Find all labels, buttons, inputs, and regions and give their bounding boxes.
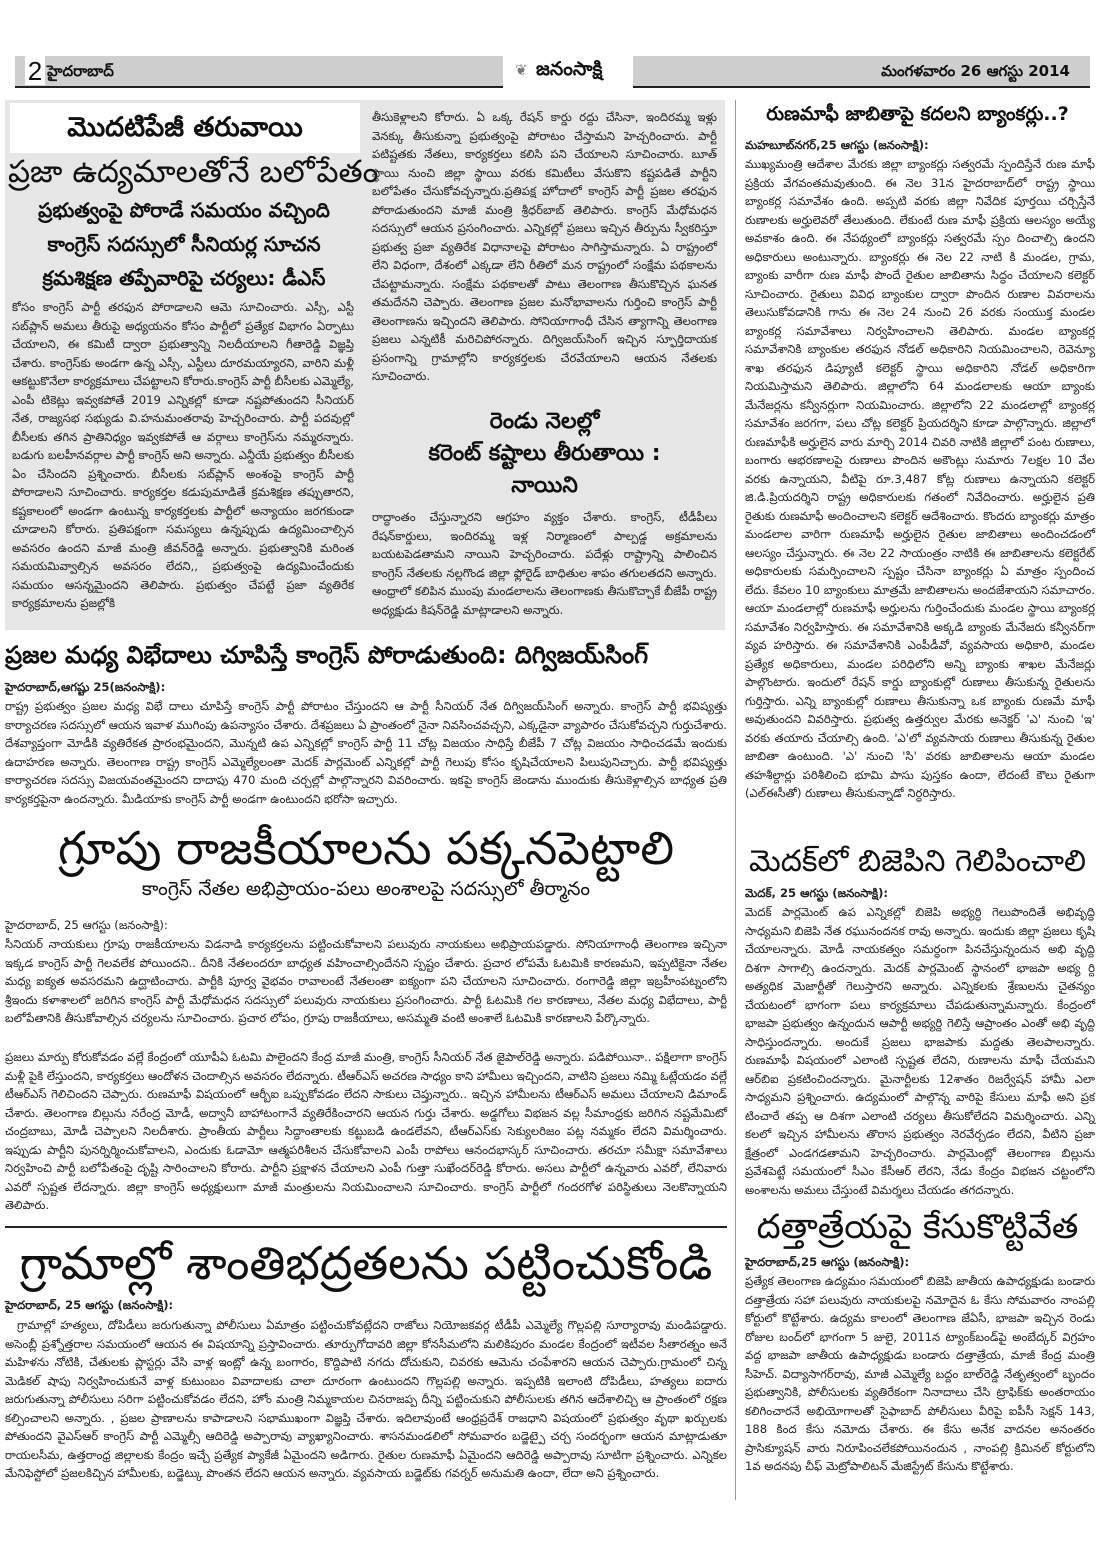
loan-waiver-dateline: మహబూబ్‌నగర్,25 ఆగస్టు (జనంసాక్షి): bbox=[745, 138, 929, 152]
naini-headline-line2: కరెంట్ కష్టాలు తీరుతాయి : bbox=[428, 441, 661, 466]
villages-body: గ్రామాల్లో హత్యలు, దోపిడీలు జరుగుతున్నా పోలీసులు ఏమాత్రం పట్టించుకోవట్లేదని రాజోలు నియోజకవర్గ టీడీపీ ఎమ్మెల్యే గొల్లపల్లి సూర్యారావు మండిపడ్డారు. అసెంబ్లీ ప్రశ్నోత్తరాల సమయంలో ఆయన ఈ విషయాన్ని ప్రస్తావించారు. తూర్పుగోదావరి జిల్లా కోనసీమలోని మలికిపురం మండల కేంద్రంలో ఇటీవల సీతారత్నం అనే మహిళను నోటికి, చేతులకు ప్లాస్టర్లు వేసి వాళ్ల ఇంట్లో ఉన్న బంగారం, కొద్దిపాటి నగదు దోచుకుని, చివరకు ఆమెను చంపేశారని ఆయన చెప్పారు.గ్రామంలో చిన్న మెడికల్ షాపు నిర్వహించుకునే వాళ్ల కుటుంబం వివాదాలకు చాలా దూరంగా ఉంటుందని గొల్లపల్లి అన్నారు. ఇప్పటికి ఇలాంటి దోపిడీలు, హత్యలు ఐదారు జరుగుతున్నా పోలీసులు సరిగా పట్టించుకోవడం లేదని, హోం మంత్రి నిమ్మకాయల చినరాజప్ప దీన్ని పట్టించుకుని పోలీసులకు తగిన ఆదేశాలిచ్చి ఆ ప్రాంతంలో రక్షణ కల్పించాలని అన్నారు. , ప్రజల ప్రాణాలను కాపాడాలని సభాముఖంగా విజ్ఞప్తి చేశారు. ఇదిలావుంటే ఆంధ్రప్రదేశ్ రాజధాని విషయంలో ప్రభుత్వం వృథా ఖర్చులకు పోతుందని వైఎస్ఆర్ కాంగ్రెస్ పార్టీ ఎమ్మెల్సీ ఆదిరెడ్డి అప్పారావు వ్యాఖ్యానించారు. శాసనమండలిలో సోమవారం బడ్జెట్పై చర్చ సందర్భంగా ఆయన మాట్లాడుతూ రాయలసీమ, ఉత్తరాంధ్ర జిల్లాలకు కేంద్రం ఇచ్చే ప్రత్యేక ప్యాకేజీ ఏమైందని అడిగారు. రైతుల రుణమాఫీ ఏమైందని ఆదిరెడ్డి అప్పారావు సూటిగా ప్రశ్నించారు. ఎన్నికల మేనిఫెస్టోలో ప్రజలకిచ్చిన హామీలకు, బడ్జెట్కు పొంతన లేదని ఆయన అన్నారు. వ్యవసాయ బడ్జెట్‌కు గవర్నర్ అనుమతి ఉందా, లేదా అని ప్రశ్నించారు. bbox=[5, 1318, 727, 1480]
lead-subhead-2: కాంగ్రెస్ సదస్సులో సీనియర్ల సూచన bbox=[47, 232, 321, 256]
digvijay-body: రాష్ట్ర ప్రభుత్వం ప్రజల మధ్య విభే దాలు చూపిస్తే కాంగ్రెస్ పార్టీ పోరాటం చేస్తుందని ఆ పార్టీ సీనియర్ నేత దిగ్విజయ్‌సింగ్ అన్నారు. కాంగ్రెస్ పార్టీ భవిష్యత్తు కార్యాచరణ సదస్సులో ఆయన ఇవాళ ముగింపు ఉపన్యాసం చేశారు. దేశప్రజలు ఏ ప్రాంతంలో నైనా నివసించవచ్చని, ఎక్కడైనా వ్యాపారం చేసుకోవచ్చని గుర్తుచేశారు. దేశవ్యాప్తంగా మోడీకి వ్యతిరేకత ప్రారంభమైందని, మొన్నటి ఉప ఎన్నికల్లో కాంగ్రెస్ పార్టీ 11 చోట్ల విజయం సాధిస్తే బీజేపీ 7 చోట్ల విజయం సాధించడమే ఇందుకు ఉదాహరణ అన్నారు. తెలంగాణ రాష్ట్ర కాంగ్రెస్ ఎమ్మెల్యేలంతా మెదక్ పార్లమెంట్ ఎన్నికల్లో పార్టీ గెలుపు కోసం కృషిచేయాలని పిలుపునిచ్చారు. పార్టీ భవిష్యత్తు కార్యాచరణ సదస్సు విజయవంతమైందని దాదాపు 470 మంది చర్చల్లో పాల్గొన్నారని వివరించారు. ఇకపై కాంగ్రెస్ జెండాను ముందుకు తీసుకెళ్లాల్సిన బాధ్యత ప్రతి కార్యకర్తపైనా ఉందన్నారు. మీడియాకు కాంగ్రెస్ పార్టీ అండగా ఉంటుందని భరోసా ఇచ్చారు. bbox=[5, 699, 727, 806]
dattatreya-dateline: హైదరాబాద్,25 ఆగస్టు (జనంసాక్షి): bbox=[745, 1255, 910, 1269]
group-politics-para-2: ప్రజలు మార్పు కోరుకోవడం వల్లే కేంద్రంలో యూపీఏ ఓటమి పాలైందని కేంద్ర మాజీ మంత్రి, కాంగ్రెస్ సీనియర్ నేత జైపాల్‌రెడ్డి అన్నారు. పడిపోయినా.. పక్షిలాగా కాంగ్రెస్ మళ్లీ పైకి లేస్తుందని, కార్యకర్తలు ఆందోళన చెందాల్సిన అవసరం లేదన్నారు. టీఆర్ఎస్ అచరణ సాధ్యం కాని హామీలు ఇచ్చిందని, వాటిని ప్రజలు నమ్మి ఓట్లేయడం వల్లే టీఆర్ఎస్ గెలిచిందని చెప్పారు. రుణమాఫీ విషయంలో ఆర్బీఐ ఒప్పుకోవడం లేదని సాకులు చెప్తున్నారు.. ఇచ్చిన హామీలను టీఆర్ఎస్ అమలు చేయాలని డిమాండ్ చేశారు. తెలంగాణ బిల్లును నరేంద్ర మోడీ, అద్వానీ బాహాటంగానే వ్యతిరేకించారని ఆయన గుర్తు చేశారు. అడ్డగోలు విభజన వల్ల సీమాంధ్రకు జరిగిన నష్టమేమిటో చంద్రబాబు, మోడీ చెప్పాలని నిలదీశారు. ప్రాంతీయ పార్టీలు సిద్ధాంతాలకు కట్టుబడి ఉండలేవని, టీఆర్ఎస్‌కు సెక్యులరిజం పట్ల నమ్మకం లేదని విమర్శించారు. ఇప్పుడు పార్టీని పునర్నిర్మించుకోవాలని, ఎందుకు ఓడామో ఆత్మపరిశీలన చేసుకోవాలని ఎంపీ రాపోలు ఆనందభాస్కర్ సూచించారు. తరచూ సమీక్షా సమావేశాలు నిర్వహించి పార్టీ బలోపేతంపై దృష్టి సారించాలని కోరారు. పార్టీని ప్రక్షాళన చేయాలని ఎంపీ గుత్తా సుఖేందర్‌రెడ్డి కోరారు. అసలు పార్టీలో ఉన్నవారు ఎవరో, లేనివారు ఎవరో స్పష్టత లేదన్నారు. జిల్లా కాంగ్రెస్ అధ్యక్షులుగా మాజీ మంత్రులను నియమించాలని సూచించారు. కాంగ్రెస్ పార్టీలో గందరగోళ పరిస్థితులు నెలకొన్నాయని తెలిపారు. bbox=[5, 1050, 727, 1212]
lead-body-col1: కోసం కాంగ్రెస్ పార్టీ తరఫున పోరాడాలని ఆమె సూచించారు. ఎస్సీ, ఎస్టీ సబ్‌ప్లాన్ అమలు తీరుపై అధ్యయనం కోసం పార్టీలో ప్రత్యేక విభాగం ఏర్పాటు చేయాలని, ఈ కమిటీ ద్వారా ప్రభుత్వాన్ని నిలదీయాలని గీతారెడ్డి విజ్ఞప్తి చేశారు. కాంగ్రెస్‌కు అండగా ఉన్న ఎస్సీ, ఎస్టీలు దూరమయ్యారని, వారిని మళ్లీ ఆకట్టుకొనేలా కార్యక్రమాలు చేపట్టాలని కోరారు.కాంగ్రెస్ పార్టీ బీసీలకు ఎమ్మెల్యే, ఎంపీ టికెట్లు ఇవ్వకపోతే 2019 ఎన్నికల్లో కూడా నష్టపోతుందని సీనియర్ నేత, రాజ్యసభ సభ్యుడు వి.హనుమంతరావు హెచ్చరించారు. పార్టీ పదవుల్లో బీసీలకు తగిన ప్రాతినిధ్యం ఇవ్వకపోతే ఆ వర్గాలు కాంగ్రెస్‌ను నమ్మరన్నారు. బడుగు బలహీనవర్గాల పార్టీ కాంగ్రెస్ అని అన్నారు. ఎన్డీయే ప్రభుత్వం బీసీలకు ఏం చేసిందని ప్రశ్నించారు. బీసీలకు సబ్‌ప్లాన్ అంశంపై కాంగ్రెస్ పార్టీ పోరాడాలని సూచించారు. కార్యకర్తల కడుపుమాడితే క్రమశిక్షణ తప్పుతారని, కష్టకాలంలో అండగా ఉంటున్న కార్యకర్తలకు పార్టీలో అన్యాయం జరగకుండా చూడాలని కోరారు. ప్రతిపక్షంగా సమస్యలు ఉన్నప్పుడు ఉద్యమించాల్సిన అవసరం ఉందని మాజీ మంత్రి జీవన్‌రెడ్డి అన్నారు. ప్రభుత్వానికి మరింత సమయమివ్వాల్సిన అవసరం లేదని,, ప్రభుత్వంపై ఉద్యమించేందుకు సమయం ఆసన్నమైందని తెలిపారు. ప్రభుత్వం చేపట్టే ప్రజా వ్యతిరేక కార్యక్రమాలను ప్రజల్లోకి bbox=[12, 300, 354, 610]
naini-body: రాద్ధాంతం చేస్తున్నారని ఆగ్రహం వ్యక్తం చేశారు. కాంగ్రెస్, టీడీపీలు రేషన్‌కార్డులు, ఇందిరమ్మ ఇళ్ల నిర్మాణంలో పాల్పడ్డ అక్రమాలను బయటపెడతామని నాయిని హెచ్చరించారు. పదేళ్లు రాష్ట్రాన్ని పాలించిన కాంగ్రెస్ నేతలకు నల్లగొండ జిల్లా ఫ్లోరైడ్ బాధితుల శాపం తగులతదని అన్నారు. ఆంధ్రాలో కలిపిన ముంపు మండలాలను తెలంగాణకు తీసుకొచ్చాకే బీజేపీ రాష్ట్ర అధ్యక్షుడు కిషన్‌రెడ్డి మాట్లాడాలని అన్నారు. bbox=[372, 510, 717, 617]
medak-dateline: మెదక్, 25 ఆగస్టు (జనంసాక్షి): bbox=[745, 886, 889, 900]
newspaper-logo bbox=[515, 58, 602, 85]
dattatreya-body: ప్రత్యేక తెలంగాణ ఉద్యమం సమయంలో బిజెపి జాతీయ ఉపాధ్యక్షుడు బండారు దత్తాత్రేయ సహా పలువురు నాయకులపై నమోదైన ఓ కేసు సోమవారం నాంపల్లి కోర్టులో కొట్టేశారు. ఉద్యమ కాలంలో తెలంగాణ జేఏసీ, భాజపా ఇచ్చిన రెండు రోజుల బంద్‌లో భాగంగా 5 జులై, 2011న ట్యాంక్‌బండ్‌పై అంబేద్కర్ విగ్రహం వద్ద భాజపా జాతీయ ఉపాధ్యక్షుడు బండారు దత్తాత్రేయ, మాజీ కేంద్ర మంత్రి సీహెచ్. విద్యాసాగర్‌రావు, మాజీ ఎమ్మెల్యే బద్దం బాల్‌రెడ్డి నేతృత్వంలో బృందం ప్రభుత్వానికి, పోలీసులకు వ్యతిరేకంగా నినాదాలు చేసి ట్రాఫిక్‌కు అంతరాయం కలిగించారనే అభియోగాలతో సైఫాబాద్ పోలీసులు వీరిపై ఐపీసీ సెక్షన్ 143, 188 కింద కేసు నమోదు చేశారు. ఈ కేసు అనేక వాదనల అనంతరం ప్రాసిక్యూషన్ వారు నిరూపించలేకపోయినందున , నాంపల్లి క్రిమినల్ కోర్టులోని 1వ అదనపు చీఫ్ మెట్రోపాలిటన్ మేజిస్ట్రేట్ కేసును కొట్టేశారు. bbox=[745, 1274, 1095, 1473]
villages-dateline: హైదరాబాద్, 25 ఆగస్టు (జనంసాక్షి): bbox=[5, 1298, 174, 1312]
lead-body-col2: తీసుకెళ్లాలని కోరారు. ఏ ఒక్క రేషన్ కార్డు రద్దు చేసినా, ఇందిరమ్మ ఇళ్లు వెనక్కు తీసుకున్నా ప్రభుత్వంపై పోరాటం చేస్తామని హెచ్చరించారు. పార్టీ పటిష్టతకు నేతలు, కార్యకర్తలు కలిసి పని చేయాలని సూచించారు. బూత్ స్థాయి నుంచి జిల్లా స్థాయి వరకు కమిటీలు వేసుకొని కష్టపడితే పార్టీని బలోపేతం చేసుకోవచ్చన్నారు.ప్రతిపక్ష హోదాలో కాంగ్రెస్ పార్టీ ప్రజల తరఫున పోరాడుతుందని మాజీ మంత్రి శ్రీధర్‌బాబ్ తెలిపారు. కాంగ్రెస్ మేధోమధన సదస్సులో ఆయన ప్రసంగించారు. ఎన్నికల్లో ప్రజలు ఇచ్చిన తీర్పును స్వీకరిస్తూ ప్రభుత్వ ప్రజా వ్యతిరేక విధానాలపై పోరాటం సాగిస్తామన్నారు. ఏ రాష్ట్రంలో లేని విధంగా, దేశంలో ఎక్కడా లేని రీతిలో మన రాష్ట్రంలో సంక్షేమ పథకాలను చేపట్టామన్నారు. సంక్షేమ పథకాలతో పాటు తెలంగాణ తీసుకొచ్చిన ఘనత తమదేనని చెప్పారు. తెలంగాణ ప్రజల మనోభావాలను గుర్తించి కాంగ్రెస్ పార్టీ తెలంగాణను ఇచ్చిందని తెలిపారు. సోనియాగాంధీ చేసిన త్యాగాన్ని తెలంగాణ ప్రజలు ఎన్నటికీ మరిచిపోరన్నారు. దిగ్విజయ్‌సింగ్ ఇచ్చిన స్ఫూర్తిదాయక ప్రసంగాన్ని గ్రామాల్లోని కార్యకర్తలకు చేరవేయాలని ఆయన నేతలకు సూచించారు. bbox=[372, 110, 717, 383]
naini-headline-line1: రెండు నెలల్లో bbox=[489, 409, 600, 434]
masthead bbox=[15, 56, 1090, 88]
group-politics-dateline: హైదరాబాద్, 25 ఆగస్టు (జనంసాక్షి): bbox=[5, 918, 168, 932]
lead-subhead-3: క్రమశిక్షణ తప్పేవారిపై చర్యలు: డీఎస్ bbox=[42, 266, 326, 290]
group-politics-subhead: కాంగ్రెస్ నేతల అభిప్రాయం-పలు అంశాలపై సదస్సులో తీర్మానం bbox=[141, 878, 591, 900]
issue-date: మంగళవారం 26 ఆగస్టు 2014 bbox=[881, 62, 1070, 80]
logo-emblem-icon: ❦ bbox=[515, 61, 528, 79]
lead-subhead-1: ప్రభుత్వంపై పోరాడే సమయం వచ్చింది bbox=[38, 198, 330, 222]
continuation-kicker: మొదటిపేజీ తరువాయి bbox=[10, 103, 360, 153]
digvijay-dateline: హైదరాబాద్,ఆగష్టు 25(జనంసాక్షి): bbox=[5, 680, 166, 694]
naini-headline-line3: నాయిని bbox=[511, 473, 578, 498]
lead-headline: ప్రజా ఉద్యమాలతోనే బలోపేతం bbox=[8, 154, 379, 190]
section-divider bbox=[5, 1226, 727, 1228]
medak-headline: మెదక్‌లో బిజెపిని గెలిపించాలి bbox=[748, 844, 1087, 879]
column-divider bbox=[735, 100, 736, 1500]
loan-waiver-headline: రుణమాఫీ జాబితాపై కదలని బ్యాంకర్లు..? bbox=[766, 103, 1069, 125]
masthead-right-bar bbox=[633, 56, 1090, 88]
group-politics-headline: గ్రూపు రాజకీయాలను పక్కనపెట్టాలి bbox=[57, 821, 675, 875]
loan-waiver-body: ముఖ్యమంత్రి ఆదేశాల మేరకు జిల్లా బ్యాంకర్లు సత్వరమే స్పందిస్తేనే రుణ మాఫీ ప్రక్రియ వేగవంతమవుతుంది. ఈ నెల 31న హైదరాబాద్‌లో రాష్ట్ర స్థాయి బ్యాంకర్ల సమావేశం ఉంది. అప్పటి వరకు జిల్లా నివేదిక పూర్తయి చర్చిస్తేనే రుణాలకు అర్హులెవరో తేలుతుంది. లేకుంటే రుణ మాఫీ ప్రక్రియ ఆలస్యం అయ్యే అవకాశం ఉంది. ఈ నేపథ్యంలో బ్యాంకర్లు సత్వరమే స్పం దించాల్సి ఉందని అధికారులు అంటున్నారు. బ్యాంకర్లు ఈ నెల 22 నాటి కి మండల, గ్రామ, బ్యాంకు వారీగా రుణ మాఫీ పొందే రైతుల జాబితాను సిద్ధం చేయాలని కలెక్టర్ సూచించారు. రైతులు వివిధ బ్యాంకుల ద్వారా పొందిన రుణాల వివరాలను తెలుసుకోవడానికి గాను ఈ నెల 24 నుంచి 26 వరకు సంయుక్త మండల బ్యాంకర్ల సమావేశాలు నిర్వహించాలని తెలిపారు. మండల బ్యాంకర్ల సమావేశానికి బ్యాంకుల తరఫున నోడల్ అధికారిని నియమించాలని, రెవెన్యూ శాఖ తరఫున డిప్యూటీ కలెక్టర్ స్థాయి అధికారిని నోడల్ అధికారిగా నియమిస్తామని తెలిపారు. జిల్లాలోని 64 మండలాలకు ఆయా బ్యాంకు మేనేజర్లను కన్వీనర్లుగా నియమించారు. జిల్లాలోని 22 మండలాల్లో బ్యాంకర్ల సమావేశం జరగగా, పలు చోట్ల కలెక్టర్ ప్రియదర్శిని కూడా పాల్గొన్నారు. జిల్లాలో రుణమాఫీకి అర్హులైన వారు మార్చి 2014 చివరి నాటికి జిల్లాలో పంట రుణాలు, బంగారు ఆభరణాలపై రుణాలు పొందిన అకౌంట్లు సుమారు 7లక్షల 10 వేల వరకు ఉన్నాయని, వీటిపై రూ.3,487 కోట్ల రుణాలు ఉన్నాయని కలెక్టర్ జి.డి.ప్రియదర్శిని రాష్ట్ర అధికారులకు గతంలో నివేదించారు. అర్హులైన ప్రతి రైతుకు రుణమాఫీ అందించాలని కలెక్టర్ ఆదేశించారు. కొందరు బ్యాంకర్లు మాత్రం మండలాల వారిగా రుణమాఫీ అర్హులైన రైతుల జాబితాలు అందించడంలో ఆలస్యం చేస్తున్నారు. ఈ నెల 22 సాయంత్రం నాటికి ఈ జాబితాలను కలెక్టరేట్ అధికారులకు సమర్పించాలని స్పష్టం చేసినా బ్యాంకర్లు ఏ మాత్రం స్పందించ లేదు. కేవలం 10 బ్యాంకులు మాత్రమే జాబితాలను అందజేశాయని సమాచారం. ఆయా మండలాల్లో రుణమాఫీ అర్హులను గుర్తించేందుకు మండల స్థాయి బ్యాంకర్ల సమావేశం నిర్వహిస్తారు. ఈ సమావేశానికి అక్కడి బ్యాంకు మేనేజరు కన్వీనర్‌గా వ్యవ హరిస్తారు. ఈ సమావేశానికి ఎంపీడీవో, వ్యవసాయ అధికారి, మండల ప్రత్యేక అధికారులు, మండల పరిధిలోని అన్ని బ్యాంకు శాఖల మేనేజర్లు పాల్గొంటారు. ఇందులో రేషన్ కార్డు బ్యాంకుల్లో రుణాలు తీసుకున్న రైతులను గుర్తిస్తారు. ఎన్ని బ్యాంకుల్లో రుణాలు తీసుకున్నా ఒక బ్యాంకు రుణమే మాఫీ అవుతుందని వివరిస్తారు. ప్రభుత్వ ఉత్తర్వుల మేరకు అనెక్జర్ 'ఎ' నుంచి 'ఇ' వరకు తయారు చేయాల్సి ఉంది. 'ఎ'లో వ్యవసాయ రుణాలు తీసుకున్న రైతుల జాబితా ఉంటుంది. 'ఎ' నుంచి 'సి' వరకు జాబితాలను ఆయా మండల తహశీల్దార్లు పరిశీలించి భూమి పాసు పుస్తకం ఉందా, లేదంటే కౌలు రైతుగా (ఎల్‌ఈసీతో) రుణాలు తీసుకున్నాడో నిర్ధరిస్తారు. bbox=[745, 157, 1095, 800]
logo-text: జనంసాక్షి bbox=[536, 58, 603, 80]
dattatreya-headline: దత్తాత్రేయపై కేసుకొట్టివేత bbox=[756, 1207, 1079, 1247]
medak-body: మెదక్ పార్లమెంట్ ఉప ఎన్నికల్లో బిజెపి అభ్యర్ధి గెలుపొందితే అభివృద్ధి సాధ్యమని బిజెపి నేత రఘునందనక రావు అన్నారు. ఇందుకు జిల్లా ప్రజలు కృషి చేయాలన్నారు. మోడీ నాయకత్వం సమర్ధంగా పినచేస్తున్నందున అభి వృద్ది దిశగా సాగాల్సి ఉందన్నారు. మెదక్ పార్లమెంట్ స్థానంలో భాజపా అభ్య ర్ది అత్యధిక మెజార్టీతో గెలుస్తారని అన్నారు. ఎన్నికలకు శ్రేణులను చైతన్యం చేయటంలో భాగంగా పలు కార్యక్రమాలు చేపడుతున్నామన్నారు. కేంద్రంలో భాజపా ప్రభుత్వం ఉన్నందున ఆపార్టీ అభ్యర్ది గెలిస్తే ఆప్రాంతం ఎంతో అభి వృద్ది సాధిస్తుందన్నారు. అందుకే ప్రజలు భాజపాకు మద్దతు తెలపాలన్నారు. రుణమాఫీ విషయంలో ఎలాంటి స్పష్టత లేదని, రుణాలను మాఫీ చేయమని ఆర్‌బిఐ ప్రకటించిందన్నారు. మైనార్టీలకు 12శాతం రిజర్వేషన్ హామీ ఎలా సాధ్యమని ప్రశ్నించారు. ఉద్యమంలో పాల్గొన్న వారిపై కేసులు మాఫీ అని ప్రక టించారే తప్ప ఆ దిశగా ఎలాంటి చర్యలు తీసుకోలేదని విమర్శించారు. ఎన్ని కలలో ఇచ్చిన హామీలను తొరాస ప్రభుత్వం నెరవేర్చడం లేదని, వీటిని ప్రజా క్షేత్రంలో ఎండగడతామని హెచ్చరించారు. పార్లమెంట్లో తెలంగాణ బిల్లును ప్రవేశపెట్టే సమయంలో సీఎం కేసీఆర్ లేరని, నేడు కేంద్రం విభజన చట్టంలోని అంశాలను అమలు చేస్తుంటే విమర్శలు చేయడం తగదన్నారు. bbox=[745, 905, 1095, 1197]
villages-headline: గ్రామాల్లో శాంతిభద్రతలను పట్టించుకోండి bbox=[19, 1236, 713, 1290]
page-number: 2 bbox=[25, 55, 45, 85]
masthead-left-bar bbox=[15, 56, 503, 88]
page-section-city: హైదరాబాద్ bbox=[47, 62, 114, 80]
digvijay-headline: ప్రజల మధ్య విభేదాలు చూపిస్తే కాంగ్రెస్ పోరాడుతుంది: దిగ్విజయ్‌సింగ్ bbox=[5, 641, 649, 669]
group-politics-para-1: సీనియర్ నాయకులు గ్రూపు రాజకీయాలను విడనాడి కార్యకర్తలను పట్టించుకోవాలని పలువురు నాయకులు అభిప్రాయపడ్డారు. సోనియాగాంధీ తెలంగాణ ఇచ్చినా ఇక్కడ కాంగ్రెస్ పార్టీ గెలవలేక పోయిందని.. దీనికి నేతలందరూ బాధ్యత వహించాల్సిందేనని స్పష్టం చేశారు. ప్రచార లోపమే ఓటమికి కారణమని, ఇప్పటికైనా నేతల మధ్య ఐక్యత అవసరమని ఉద్ఘాటించారు. పార్టీకి పూర్వ వైభవం రావాలంటే నేతలంతా ఐక్యంగా పని చేయాలని సూచించారు. రంగారెడ్డి జిల్లా ఇబ్రహీంపట్నంలోని శ్రీఇందు కళాశాలలో జరిగిన కాంగ్రెస్ పార్టీ మేధోమధన సదస్సులో పలువురు నాయకులు ప్రసంగించారు. పార్టీ ఓటమికి గల కారణాలు, నేతల మధ్య విభేదాలు, పార్టీ బలోపేతానికి తీసుకోవాల్సిన చర్యలను సూచించారు. ప్రచార లోపం, గ్రూపు రాజకీయాలు, అసమ్మతి వంటి అంశాలే ఓటమికి కారణాలని పేర్కొన్నారు. bbox=[5, 937, 728, 1025]
